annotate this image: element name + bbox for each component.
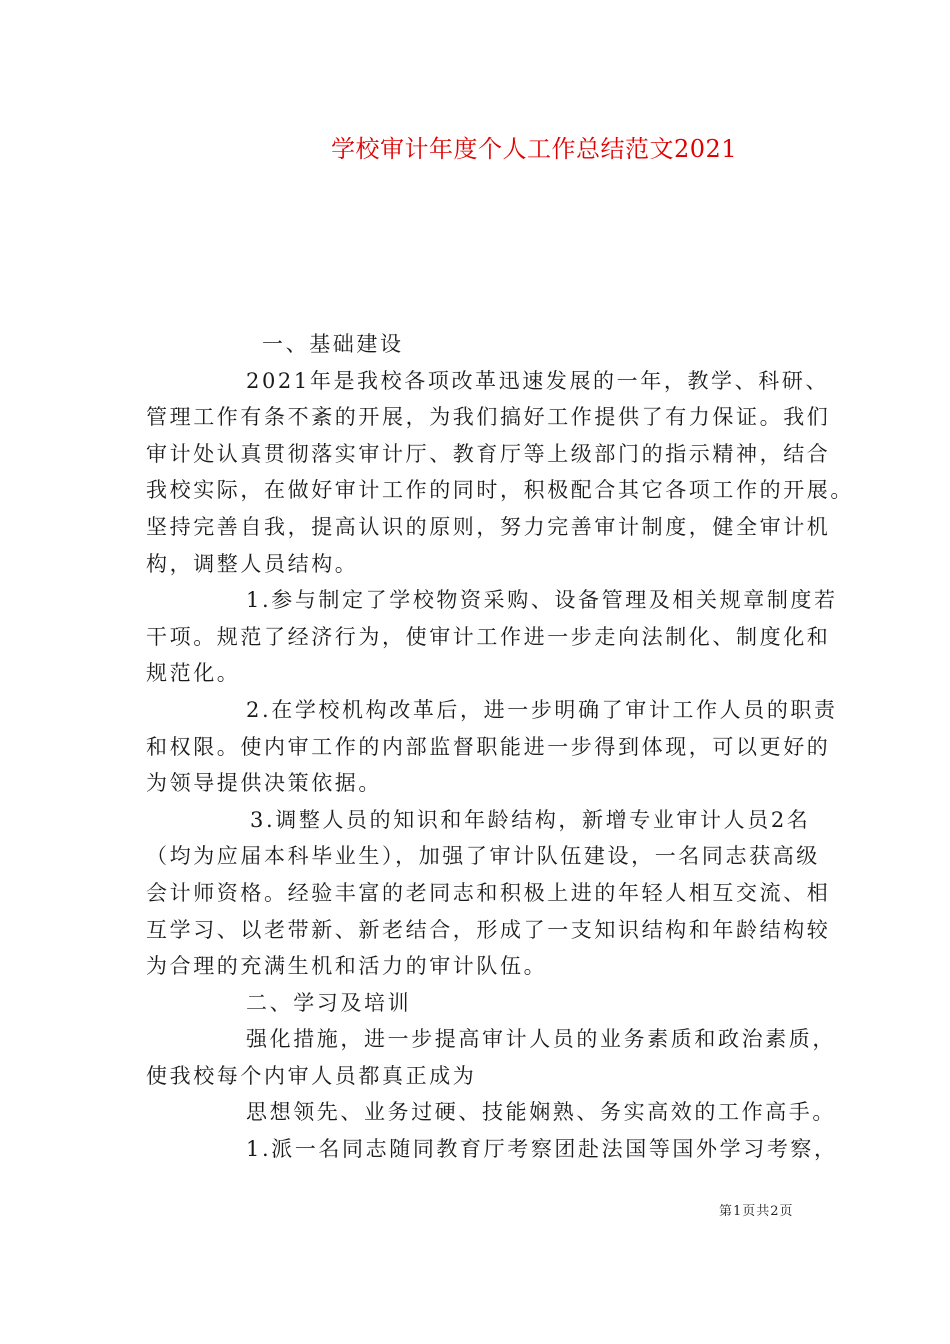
list-item-2-line: 2.在学校机构改革后，进一步明确了审计工作人员的职责 xyxy=(246,697,838,722)
document-title: 学校审计年度个人工作总结范文2021 xyxy=(331,135,738,163)
paragraph-line: 规范化。 xyxy=(146,661,241,686)
page-number-footer: 第1页共2页 xyxy=(719,1204,794,1219)
document-body xyxy=(146,326,854,1168)
paragraph-line: 审计处认真贯彻落实审计厅、教育厅等上级部门的指示精神，结合 xyxy=(146,441,831,466)
paragraph-line: 和权限。使内审工作的内部监督职能进一步得到体现，可以更好的 xyxy=(146,734,831,759)
paragraph-line: 互学习、以老带新、新老结合，形成了一支知识结构和年龄结构较 xyxy=(146,917,831,942)
paragraph-line: 思想领先、业务过硬、技能娴熟、务实高效的工作高手。 xyxy=(246,1100,836,1125)
paragraph-line: 为合理的充满生机和活力的审计队伍。 xyxy=(146,954,548,979)
paragraph-line: 管理工作有条不紊的开展，为我们搞好工作提供了有力保证。我们 xyxy=(146,405,831,430)
paragraph-line: 强化措施，进一步提高审计人员的业务素质和政治素质， xyxy=(246,1027,836,1052)
paragraph-line: 为领导提供决策依据。 xyxy=(146,771,382,796)
paragraph-line: 我校实际，在做好审计工作的同时，积极配合其它各项工作的开展。 xyxy=(146,478,854,503)
list-item-3-line: 3.调整人员的知识和年龄结构，新增专业审计人员2名 xyxy=(250,807,811,832)
paragraph-line: 会计师资格。经验丰富的老同志和积极上进的年轻人相互交流、相 xyxy=(146,880,831,905)
paragraph-line: （均为应届本科毕业生），加强了审计队伍建设，一名同志获高级 xyxy=(146,844,820,869)
paragraph-line: 2021年是我校各项改革迅速发展的一年，教学、科研、 xyxy=(246,368,830,393)
section-heading-study-training: 二、学习及培训 xyxy=(246,990,412,1015)
list-item-1-line: 1.参与制定了学校物资采购、设备管理及相关规章制度若 xyxy=(246,588,838,613)
paragraph-line: 使我校每个内审人员都真正成为 xyxy=(146,1063,477,1088)
list-item-1-line: 1.派一名同志随同教育厅考察团赴法国等国外学习考察， xyxy=(246,1137,838,1162)
section-heading-basic-construction: 一、基础建设 xyxy=(262,332,404,356)
paragraph-line: 构，调整人员结构。 xyxy=(146,551,359,576)
paragraph-line: 干项。规范了经济行为，使审计工作进一步走向法制化、制度化和 xyxy=(146,624,831,649)
paragraph-line: 坚持完善自我，提高认识的原则，努力完善审计制度，健全审计机 xyxy=(146,514,831,539)
